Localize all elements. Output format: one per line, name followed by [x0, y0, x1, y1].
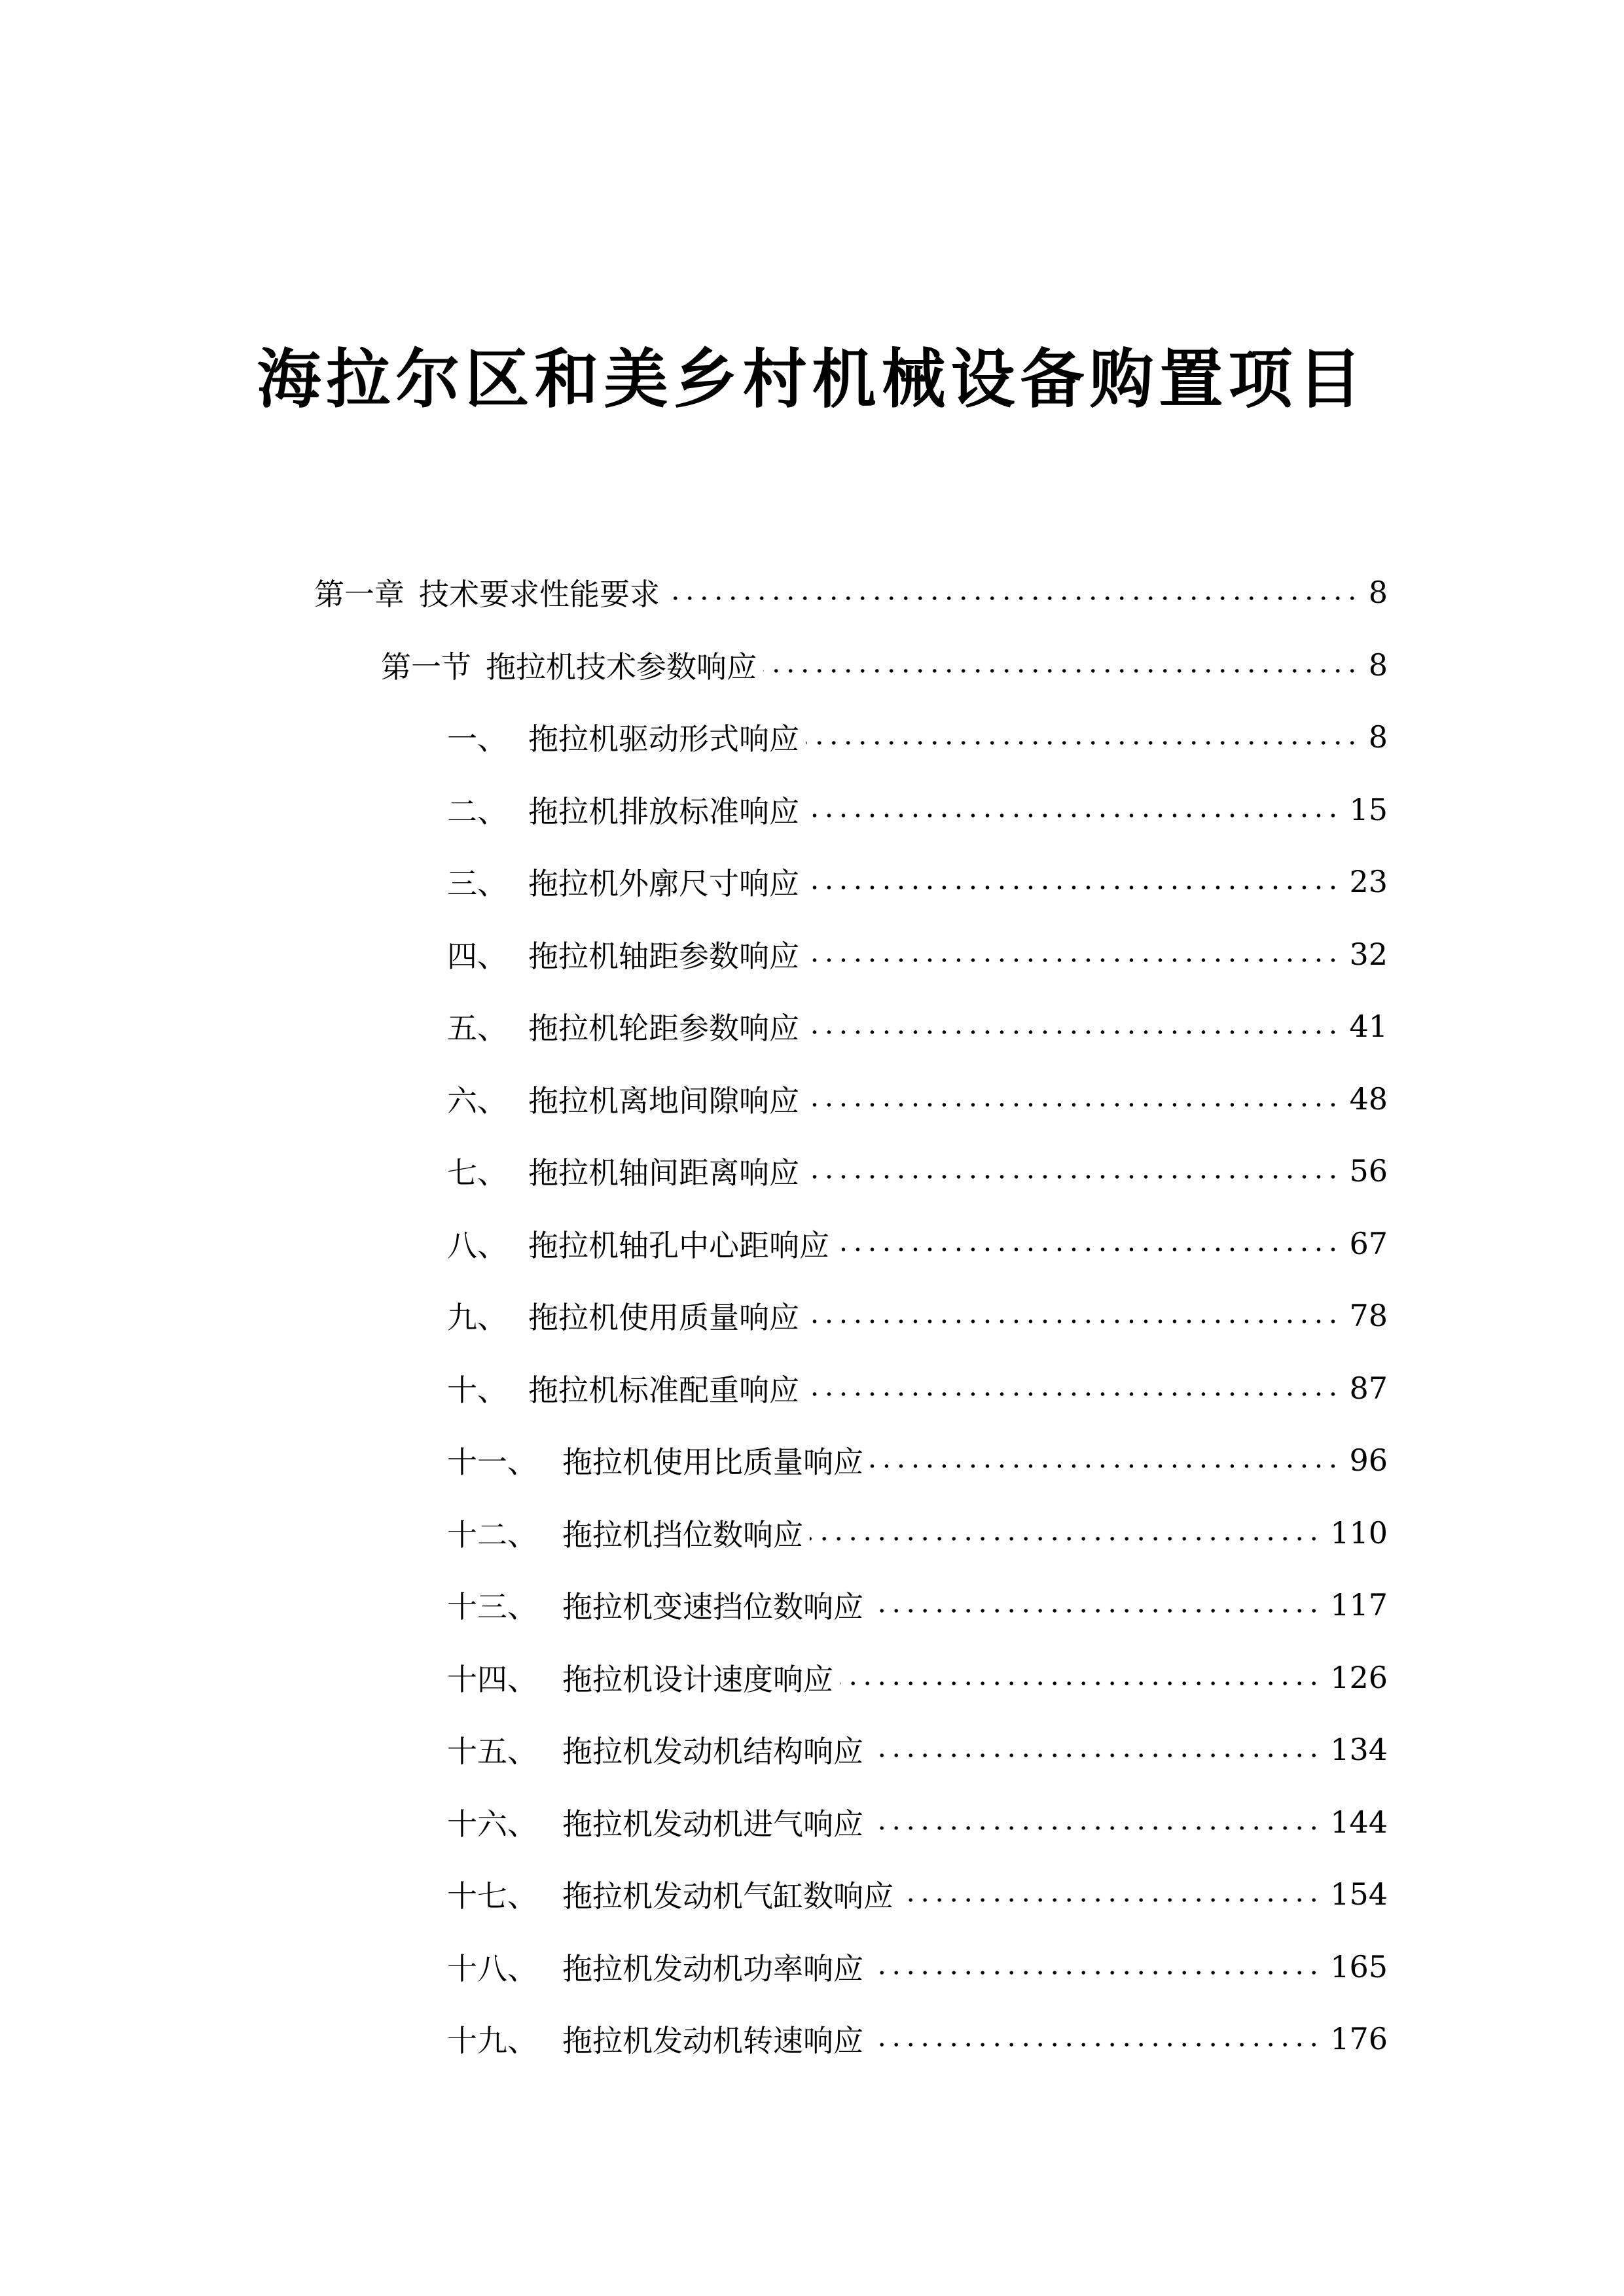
toc-leader-dots	[806, 1391, 1340, 1397]
toc-entry-number: 一、	[447, 721, 507, 757]
toc-entry[interactable]	[447, 1641, 1388, 1713]
toc-entry-title: 拖拉机发动机进气响应	[562, 1806, 863, 1842]
toc-entry-number: 十六、	[447, 1806, 537, 1842]
toc-entry[interactable]	[314, 556, 1388, 628]
toc-leader-dots	[840, 1680, 1321, 1687]
toc-entry[interactable]	[447, 846, 1388, 918]
toc-entry-title: 拖拉机排放标准响应	[528, 793, 799, 829]
toc-entry-number: 十二、	[447, 1516, 537, 1552]
toc-leader-dots	[806, 957, 1340, 963]
toc-entry-number: 六、	[447, 1083, 507, 1119]
toc-entry[interactable]	[447, 1424, 1388, 1496]
toc-leader-dots	[806, 1174, 1340, 1180]
toc-entry-number: 十九、	[447, 2023, 537, 2058]
toc-entry[interactable]	[447, 1931, 1388, 2003]
toc-entry-page: 176	[1330, 2021, 1388, 2056]
toc-entry-title: 拖拉机离地间隙响应	[528, 1083, 799, 1119]
toc-entry-title: 拖拉机轴孔中心距响应	[528, 1227, 829, 1263]
toc-leader-dots	[806, 740, 1360, 746]
toc-entry-page: 8	[1368, 719, 1388, 755]
toc-entry[interactable]	[447, 701, 1388, 773]
toc-entry-number: 十五、	[447, 1734, 537, 1769]
toc-entry-title: 拖拉机技术参数响应	[486, 649, 757, 685]
toc-entry-page: 23	[1349, 864, 1388, 899]
toc-entry-page: 41	[1349, 1009, 1388, 1044]
toc-entry[interactable]	[447, 1569, 1388, 1641]
toc-entry-title: 拖拉机轴距参数响应	[528, 938, 799, 974]
toc-entry-title: 拖拉机使用比质量响应	[562, 1444, 863, 1480]
toc-entry-number: 五、	[447, 1011, 507, 1046]
toc-entry[interactable]	[447, 2003, 1388, 2075]
toc-leader-dots	[806, 884, 1340, 891]
toc-leader-dots	[870, 1752, 1321, 1759]
toc-leader-dots	[836, 1246, 1340, 1253]
toc-entry-page: 15	[1349, 791, 1388, 827]
toc-entry[interactable]	[447, 1063, 1388, 1135]
toc-entry-title: 拖拉机驱动形式响应	[528, 721, 799, 757]
toc-leader-dots	[806, 1318, 1340, 1325]
toc-entry-title: 拖拉机变速挡位数响应	[562, 1589, 863, 1624]
toc-entry-page: 96	[1349, 1443, 1388, 1478]
toc-entry[interactable]	[447, 918, 1388, 990]
toc-entry-title: 技术要求性能要求	[419, 577, 660, 612]
toc-entry-title: 拖拉机外廓尺寸响应	[528, 866, 799, 901]
toc-entry[interactable]	[447, 1858, 1388, 1930]
toc-entry[interactable]	[447, 1352, 1388, 1424]
toc-leader-dots	[870, 1969, 1321, 1976]
toc-entry-title: 拖拉机发动机功率响应	[562, 1950, 863, 1986]
toc-entry-number: 十八、	[447, 1950, 537, 1986]
toc-leader-dots	[763, 668, 1360, 674]
toc-entry[interactable]	[447, 774, 1388, 846]
toc-entry-page: 117	[1330, 1587, 1388, 1623]
toc-entry-page: 154	[1330, 1876, 1388, 1912]
toc-entry-title: 拖拉机挡位数响应	[562, 1516, 803, 1552]
toc-entry-number: 第一节	[381, 649, 471, 685]
toc-entry-page: 56	[1349, 1153, 1388, 1189]
toc-entry-number: 九、	[447, 1300, 507, 1335]
toc-entry-number: 三、	[447, 866, 507, 901]
toc-entry-title: 拖拉机发动机转速响应	[562, 2023, 863, 2058]
toc-entry[interactable]	[447, 1135, 1388, 1207]
toc-entry[interactable]	[381, 629, 1388, 701]
toc-entry-number: 二、	[447, 793, 507, 829]
toc-entry-title: 拖拉机使用质量响应	[528, 1300, 799, 1335]
toc-leader-dots	[900, 1897, 1321, 1903]
toc-leader-dots	[810, 1535, 1321, 1542]
toc-entry-page: 8	[1368, 647, 1388, 683]
toc-entry-title: 拖拉机轴间距离响应	[528, 1155, 799, 1191]
toc-entry-title: 拖拉机设计速度响应	[562, 1661, 833, 1697]
toc-entry-page: 165	[1330, 1948, 1388, 1984]
toc-entry-page: 87	[1349, 1370, 1388, 1406]
toc-entry-page: 32	[1349, 936, 1388, 972]
toc-entry-page: 134	[1330, 1732, 1388, 1767]
toc-entry[interactable]	[447, 1786, 1388, 1858]
toc-entry-page: 67	[1349, 1225, 1388, 1261]
toc-entry-page: 48	[1349, 1081, 1388, 1117]
toc-leader-dots	[666, 595, 1360, 601]
toc-entry-title: 拖拉机发动机结构响应	[562, 1734, 863, 1769]
toc-entry-number: 八、	[447, 1227, 507, 1263]
toc-entry-page: 110	[1330, 1515, 1388, 1551]
toc-entry-title: 拖拉机发动机气缸数响应	[562, 1878, 893, 1914]
toc-entry[interactable]	[447, 1280, 1388, 1352]
toc-entry-title: 拖拉机标准配重响应	[528, 1372, 799, 1408]
toc-entry[interactable]	[447, 990, 1388, 1062]
toc-leader-dots	[870, 1825, 1321, 1831]
toc-entry[interactable]	[447, 1497, 1388, 1569]
toc-entry-number: 十一、	[447, 1444, 537, 1480]
toc-entry-title: 拖拉机轮距参数响应	[528, 1011, 799, 1046]
toc-entry-page: 126	[1330, 1659, 1388, 1695]
toc-entry-number: 十、	[447, 1372, 507, 1408]
toc-entry-number: 十四、	[447, 1661, 537, 1697]
toc-entry-number: 四、	[447, 938, 507, 974]
toc-entry-page: 144	[1330, 1804, 1388, 1840]
document-title: 海拉尔区和美乡村机械设备购置项目	[257, 342, 1367, 417]
toc-leader-dots	[870, 1463, 1340, 1469]
toc-leader-dots	[870, 2041, 1321, 2048]
toc-entry-number: 十三、	[447, 1589, 537, 1624]
toc-entry[interactable]	[447, 1208, 1388, 1280]
toc-entry[interactable]	[447, 1713, 1388, 1785]
toc-leader-dots	[870, 1607, 1321, 1614]
toc-leader-dots	[806, 1029, 1340, 1035]
toc-entry-page: 8	[1368, 575, 1388, 610]
toc-entry-number: 七、	[447, 1155, 507, 1191]
toc-leader-dots	[806, 812, 1340, 819]
toc-entry-number: 第一章	[314, 577, 405, 612]
toc-leader-dots	[806, 1102, 1340, 1108]
toc-entry-number: 十七、	[447, 1878, 537, 1914]
toc-entry-page: 78	[1349, 1298, 1388, 1333]
